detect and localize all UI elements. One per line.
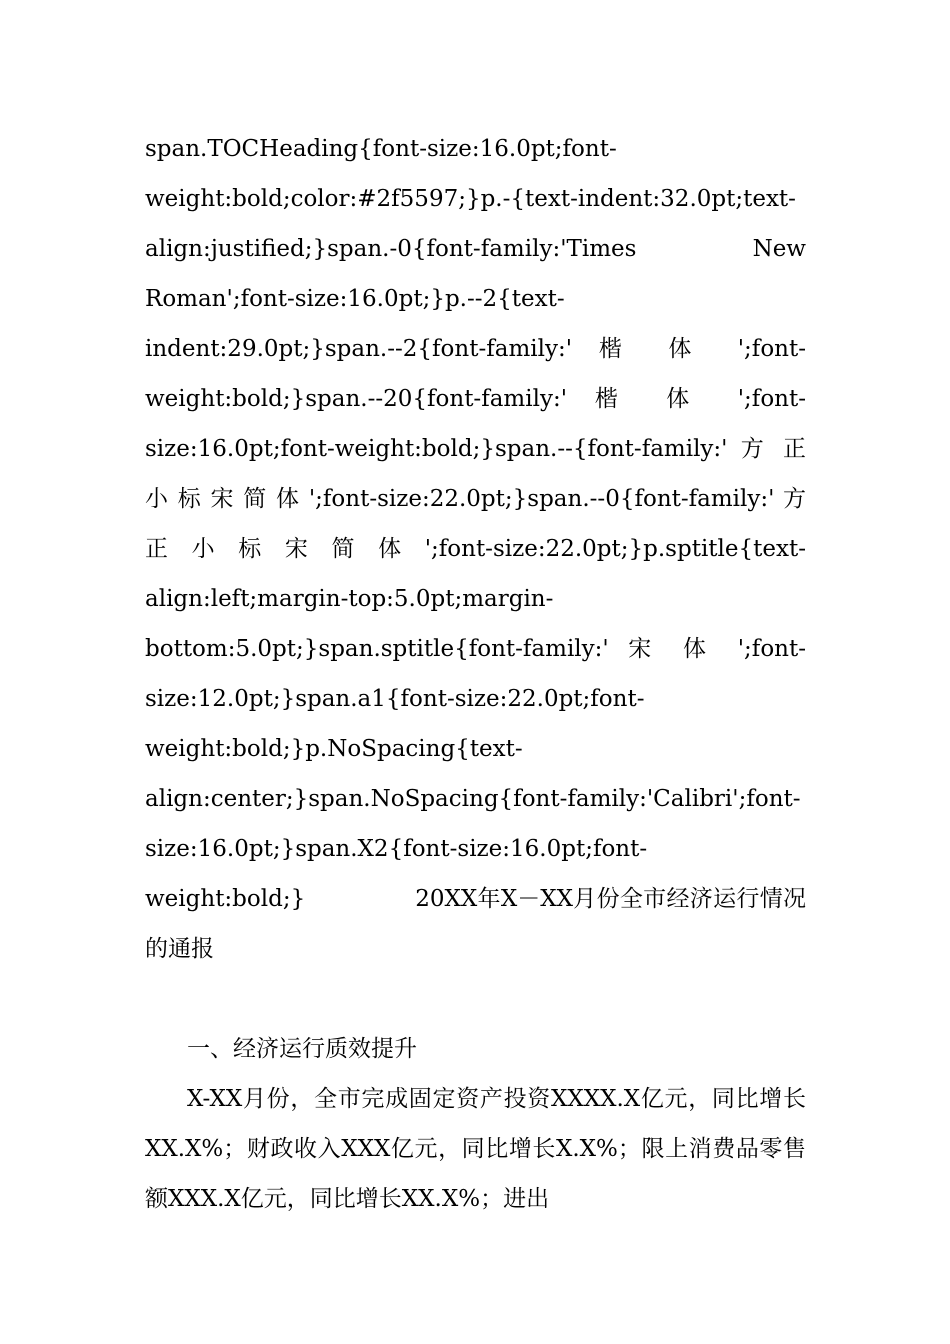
style-text-span: span.TOCHeading{font-size:16.0pt;font-weight:bold;color:#2f5597;}p.-{text-indent:32.0pt;text-align:justified;}span.-0{font-family:'Times New Roman';font-size:16.0pt;}p.--2{text-indent:29.0pt;}span.--2{font-family:' 楷 体 ';font-weight:bold;}span.--20{font-family:' 楷 体 ';font-size:16.0pt;font-weight:bold;}span.--{font-family:' 方 正 小 标 宋 简 体 ';font-size:22.0pt;}span.--0{font-family:' 方 正 小 标 宋 简 体 ';font-size:22.0pt;}p.sptitle{text-align:left;margin-top:5.0pt;margin-bottom:5.0pt;}span.sptitle{font-family:' 宋 体 ';font-size:12.0pt;}span.a1{font-size:22.0pt;font-weight:bold;}p.NoSpacing{text-align:center;}span.NoSpacing{font-family:'Calibri';font-size:16.0pt;}span.X2{font-size:16.0pt;font-weight:bold;}	[145, 136, 806, 912]
embedded-style-text	[145, 124, 806, 974]
document-title: 20XX年X－XX月份全市经济运行情况的通报	[145, 886, 806, 962]
section-heading: 一、经济运行质效提升	[187, 1036, 417, 1062]
document-body	[145, 124, 806, 1224]
blank-line	[145, 974, 806, 1024]
body-paragraph: X-XX月份，全市完成固定资产投资XXXX.X亿元，同比增长XX.X%；财政收入XXX亿元，同比增长X.X%；限上消费品零售额XXX.X亿元，同比增长XX.X%；进出	[145, 1086, 806, 1212]
